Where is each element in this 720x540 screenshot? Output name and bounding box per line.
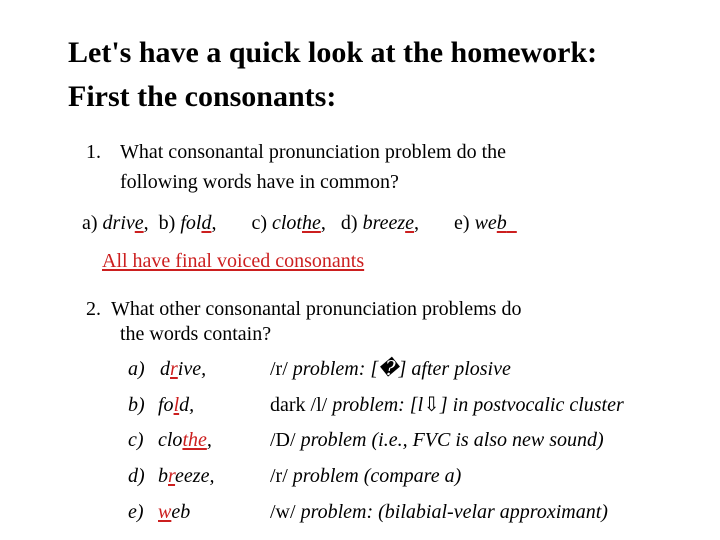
- word-e-underline: b: [496, 212, 507, 234]
- q2-line1: [86, 297, 521, 321]
- item-a-desc: /r/ problem: [�] after plosive: [270, 358, 511, 380]
- item-a-word: drive,: [160, 358, 207, 380]
- item-e-desc: /w/ problem: (bilabial-velar approximant): [270, 501, 608, 523]
- word-c: clothe: [272, 212, 321, 234]
- item-d-word: breeze,: [158, 465, 215, 487]
- answer-1: All have final voiced consonants: [102, 250, 365, 272]
- q1-line2: following words have in common?: [120, 171, 399, 193]
- words-line: a) drive, b) fold, c) clothe, d) breeze, e) web: [82, 211, 517, 235]
- item-e-label: e): [128, 501, 144, 523]
- word-b-label: b): [158, 212, 176, 234]
- item-b-word: fold,: [158, 394, 195, 416]
- item-c-label: c): [128, 429, 144, 451]
- word-e-trailing-underline: [507, 212, 517, 234]
- item-c-word: clothe,: [158, 429, 212, 451]
- word-e: web: [474, 212, 507, 234]
- slide-title-line1: Let's have a quick look at the homework:: [68, 36, 598, 69]
- item-a-label: a): [128, 358, 145, 380]
- word-c-label: c): [251, 212, 267, 234]
- word-a: drive: [102, 212, 144, 234]
- item-c-desc: /D/ problem (i.e., FVC is also new sound): [270, 429, 604, 451]
- q1-line1: What consonantal pronunciation problem do the: [120, 141, 507, 163]
- item-e-word: web: [158, 501, 191, 523]
- q2-line1-text: What other consonantal pronunciation problems do: [111, 298, 522, 320]
- word-a-underline: e: [134, 212, 144, 234]
- q2-number: 2.: [86, 298, 101, 320]
- item-b-label: b): [128, 394, 145, 416]
- word-d-label: d): [340, 212, 358, 234]
- item-b-desc: dark /l/ problem: [l⇩] in postvocalic cluster: [270, 394, 624, 416]
- word-c-underline: he: [302, 212, 321, 234]
- slide-title-line2: First the consonants:: [68, 80, 337, 113]
- word-a-label: a): [82, 212, 98, 234]
- q2-line2: the words contain?: [120, 323, 272, 345]
- q1-number: 1.: [86, 141, 101, 163]
- word-b: fold: [180, 212, 212, 234]
- word-b-underline: d: [201, 212, 212, 234]
- word-e-label: e): [454, 212, 470, 234]
- item-d-label: d): [128, 465, 145, 487]
- word-d: breeze: [362, 212, 415, 234]
- word-d-underline: e: [405, 212, 415, 234]
- item-d-desc: /r/ problem (compare a): [270, 465, 462, 487]
